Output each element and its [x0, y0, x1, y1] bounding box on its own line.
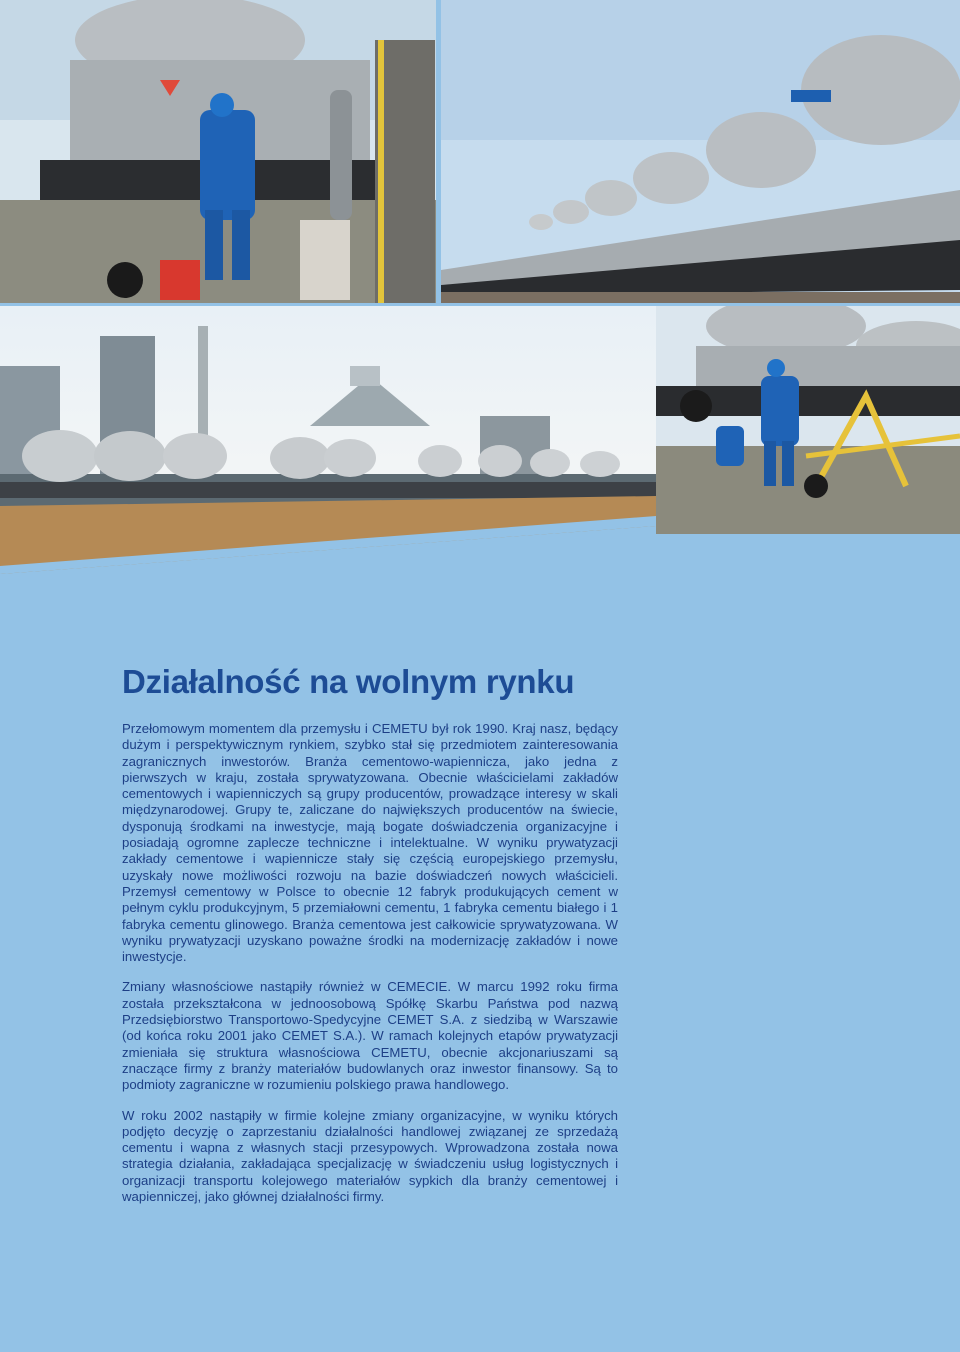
photo-worker-at-wagon [0, 0, 436, 303]
article [122, 663, 618, 1219]
article-title: Działalność na wolnym rynku [122, 663, 575, 700]
photo-worker-with-trolley [656, 306, 960, 534]
paragraph-2002-changes: W roku 2002 nastąpiły w firmie kolejne zmiany organizacyjne, w wyniku których podjęto decyzję o zaprzestaniu działalności handlowej związanej ze sprzedażą cementu i wapna z własnych stacji przesypowych. Wprowadzona została nowa strategia działania, zakładająca specjalizację w świadczeniu usług logistycznych i organizacji transportu kolejowego materiałów sypkich dla branży cementowej i wapienniczej, jako głównej działalności firmy. [122, 1107, 618, 1205]
paragraph-privatization: Przełomowym momentem dla przemysłu i CEMETU był rok 1990. Kraj nasz, będący dużym i perspektywicznym rynkiem, szybko stał się przedmiotem zainteresowania zagranicznych inwestorów. Branża cementowo-wapiennicza, jako jedna z pierwszych w kraju, została sprywatyzowana. Obecnie właścicielami zakładów cementowych i wapienniczych są grupy producentów, prowadzące interesy w skali międzynarodowej. Grupy te, zaliczane do największych producentów na świecie, dysponują środkami na inwestycje, mają bogate doświadczenia organizacyjne i posiadają ogromne zaplecze techniczne i intelektualne. W wyniku prywatyzacji zakłady cementowe i wapiennicze stały się częścią europejskiego przemysłu, uzyskały nowe możliwości rozwoju na bazie doświadczeń nowych właścicieli. Przemysł cementowy w Polsce to obecnie 12 fabryk produkujących cement w pełnym cyklu produkcyjnym, 5 przemiałowni cementu, 1 fabryka cementu białego i 1 fabryka cementu glinowego. Branża cementowa jest całkowicie sprywatyzowana. W wyniku prywatyzacji uzyskano poważne środki na modernizację zakładów i nowe inwestycje. [122, 721, 618, 965]
photo-cement-plant [0, 306, 656, 574]
paragraph-ownership-changes: Zmiany własnościowe nastąpiły również w CEMECIE. W marcu 1992 roku firma została przekształcona w jednoosobową Spółkę Skarbu Państwa pod nazwą Przedsiębiorstwo Transportowo-Spedycyjne CEMET S.A. z siedzibą w Warszawie (od końca roku 2001 jako CEMET S.A.). W ramach kolejnych etapów prywatyzacji zmieniała się struktura własnościowa CEMETU, obecnie akcjonariuszami są znaczące firmy z branży materiałów budowlanych oraz inwestor finansowy. Są to podmioty zagraniczne w rozumieniu polskiego prawa handlowego. [122, 979, 618, 1093]
photo-row-of-wagons [441, 0, 960, 303]
